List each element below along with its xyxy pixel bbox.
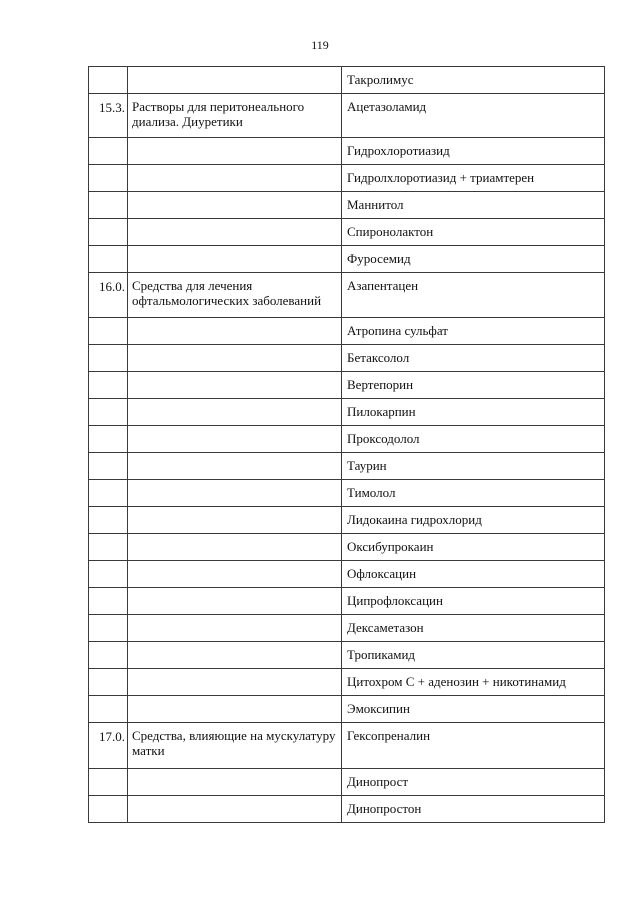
section-number [89,246,127,252]
table-row [89,453,605,480]
section-number-cell [89,273,128,318]
section-number-cell [89,642,128,669]
drug-name: Маннитол [347,197,404,212]
table-row [89,669,605,696]
drug-group-name: Средства, влияющие на мускулатуру матки [132,728,336,758]
table-row [89,796,605,823]
drug-list-table [88,66,605,823]
section-number-cell [89,796,128,823]
drug-group-name [128,696,341,701]
table-row [89,534,605,561]
drug-group-name [128,246,341,251]
drug-group-cell [128,507,342,534]
drug-name-cell [342,642,605,669]
drug-name-cell [342,507,605,534]
drug-name-cell [342,246,605,273]
section-number-cell [89,219,128,246]
drug-name-cell [342,796,605,823]
drug-group-name [128,372,341,377]
drug-group-name [128,138,341,143]
drug-group-name [128,426,341,431]
drug-name-cell [342,219,605,246]
table-row [89,273,605,318]
section-number [89,696,127,702]
drug-group-cell [128,273,342,318]
drug-name-cell [342,345,605,372]
table-row [89,318,605,345]
section-number [89,534,127,540]
section-number [89,345,127,351]
drug-name-cell [342,67,605,94]
drug-group-name [128,796,341,801]
section-number-cell [89,192,128,219]
section-number [89,399,127,405]
drug-name-cell [342,426,605,453]
table-row [89,507,605,534]
section-number [89,219,127,225]
drug-group-cell [128,246,342,273]
drug-name-cell [342,453,605,480]
drug-group-name [128,453,341,458]
drug-name-cell [342,138,605,165]
drug-name: Цитохром С + аденозин + никотинамид [347,674,566,689]
table-row [89,642,605,669]
section-number-cell [89,138,128,165]
drug-name: Таурин [347,458,387,473]
section-number [89,561,127,567]
table-row [89,723,605,769]
drug-group-name [128,615,341,620]
drug-name-cell [342,561,605,588]
drug-name: Офлоксацин [347,566,417,581]
drug-name-cell [342,399,605,426]
drug-name: Бетаксолол [347,350,410,365]
section-number [89,615,127,621]
drug-name-cell [342,318,605,345]
drug-group-cell [128,399,342,426]
drug-group-cell [128,453,342,480]
drug-name: Атропина сульфат [347,323,448,338]
drug-group-cell [128,67,342,94]
section-number-cell [89,165,128,192]
drug-group-cell [128,318,342,345]
table-row [89,67,605,94]
drug-name-cell [342,94,605,138]
section-number [89,426,127,432]
drug-name: Лидокаина гидрохлорид [347,512,482,527]
drug-name: Гидрохлоротиазид [347,143,450,158]
section-number-cell [89,769,128,796]
drug-group-name [128,769,341,774]
drug-name: Гидролхлоротиазид + триамтерен [347,170,535,185]
drug-name-cell [342,769,605,796]
table-row [89,588,605,615]
drug-group-name [128,318,341,323]
drug-name: Ацетазоламид [347,99,427,114]
section-number-cell [89,507,128,534]
section-number [89,67,127,73]
drug-name-cell [342,372,605,399]
drug-group-cell [128,588,342,615]
table-row [89,399,605,426]
drug-group-name [128,642,341,647]
section-number-cell [89,534,128,561]
drug-group-name [128,219,341,224]
drug-name: Проксодолол [347,431,420,446]
drug-group-name [128,669,341,674]
drug-name-cell [342,192,605,219]
drug-group-cell [128,669,342,696]
drug-group-cell [128,219,342,246]
section-number [89,642,127,648]
section-number-cell [89,372,128,399]
section-number [89,192,127,198]
section-number: 15.3. [99,100,125,115]
drug-group-cell [128,138,342,165]
section-number-cell [89,588,128,615]
drug-name-cell [342,480,605,507]
section-number [89,318,127,324]
drug-group-name [128,480,341,485]
drug-name: Азапентацен [347,278,419,293]
drug-name: Спиронолактон [347,224,434,239]
drug-name-cell [342,273,605,318]
drug-group-cell [128,165,342,192]
drug-group-cell [128,94,342,138]
drug-name: Динопрост [347,774,409,789]
drug-name-cell [342,696,605,723]
section-number-cell [89,246,128,273]
section-number-cell [89,615,128,642]
section-number [89,769,127,775]
drug-group-cell [128,345,342,372]
drug-group-cell [128,534,342,561]
section-number [89,165,127,171]
drug-name: Фуросемид [347,251,411,266]
page-number: 119 [311,38,329,52]
drug-group-cell [128,723,342,769]
drug-name-cell [342,615,605,642]
drug-name-cell [342,669,605,696]
table-row [89,138,605,165]
table-row [89,345,605,372]
drug-name: Тропикамид [347,647,416,662]
section-number [89,796,127,802]
drug-name: Вертепорин [347,377,414,392]
drug-group-name [128,534,341,539]
section-number-cell [89,480,128,507]
section-number-cell [89,561,128,588]
drug-group-cell [128,696,342,723]
drug-group-name [128,67,341,72]
section-number-cell [89,426,128,453]
section-number-cell [89,94,128,138]
drug-group-cell [128,426,342,453]
table-row [89,696,605,723]
drug-name: Ципрофлоксацин [347,593,443,608]
drug-group-cell [128,769,342,796]
section-number-cell [89,453,128,480]
section-number [89,480,127,486]
section-number: 16.0. [99,279,125,294]
table-row [89,615,605,642]
section-number [89,588,127,594]
drug-name: Пилокарпин [347,404,416,419]
section-number: 17.0. [99,729,125,744]
section-number-cell [89,669,128,696]
drug-group-cell [128,561,342,588]
drug-name-cell [342,588,605,615]
drug-group-name [128,588,341,593]
drug-group-name [128,345,341,350]
drug-group-name [128,165,341,170]
drug-name: Эмоксипин [347,701,410,716]
section-number [89,372,127,378]
section-number-cell [89,318,128,345]
drug-name: Оксибупрокаин [347,539,434,554]
section-number-cell [89,399,128,426]
drug-group-name [128,192,341,197]
section-number [89,138,127,144]
drug-group-name [128,561,341,566]
section-number-cell [89,67,128,94]
drug-group-name: Растворы для перитонеального диализа. Диуретики [132,99,305,129]
table-row [89,561,605,588]
drug-name-cell [342,723,605,769]
drug-name: Гексопреналин [347,728,431,743]
section-number [89,453,127,459]
table-row [89,94,605,138]
table-row [89,165,605,192]
drug-group-cell [128,796,342,823]
drug-name: Дексаметазон [347,620,424,635]
drug-group-cell [128,372,342,399]
table-row [89,480,605,507]
drug-group-cell [128,642,342,669]
section-number-cell [89,696,128,723]
section-number-cell [89,723,128,769]
table-row [89,192,605,219]
drug-name-cell [342,534,605,561]
table-row [89,769,605,796]
drug-group-cell [128,192,342,219]
section-number-cell [89,345,128,372]
drug-group-cell [128,615,342,642]
table-row [89,219,605,246]
table-row [89,246,605,273]
section-number [89,507,127,513]
drug-name: Тимолол [347,485,396,500]
table-row [89,426,605,453]
drug-group-name [128,399,341,404]
drug-group-name: Средства для лечения офтальмологических заболеваний [132,278,322,308]
drug-name: Динопростон [347,801,422,816]
table-body [89,67,605,823]
drug-group-name [128,507,341,512]
section-number [89,669,127,675]
drug-name-cell [342,165,605,192]
table-row [89,372,605,399]
drug-name: Такролимус [347,72,414,87]
drug-group-cell [128,480,342,507]
